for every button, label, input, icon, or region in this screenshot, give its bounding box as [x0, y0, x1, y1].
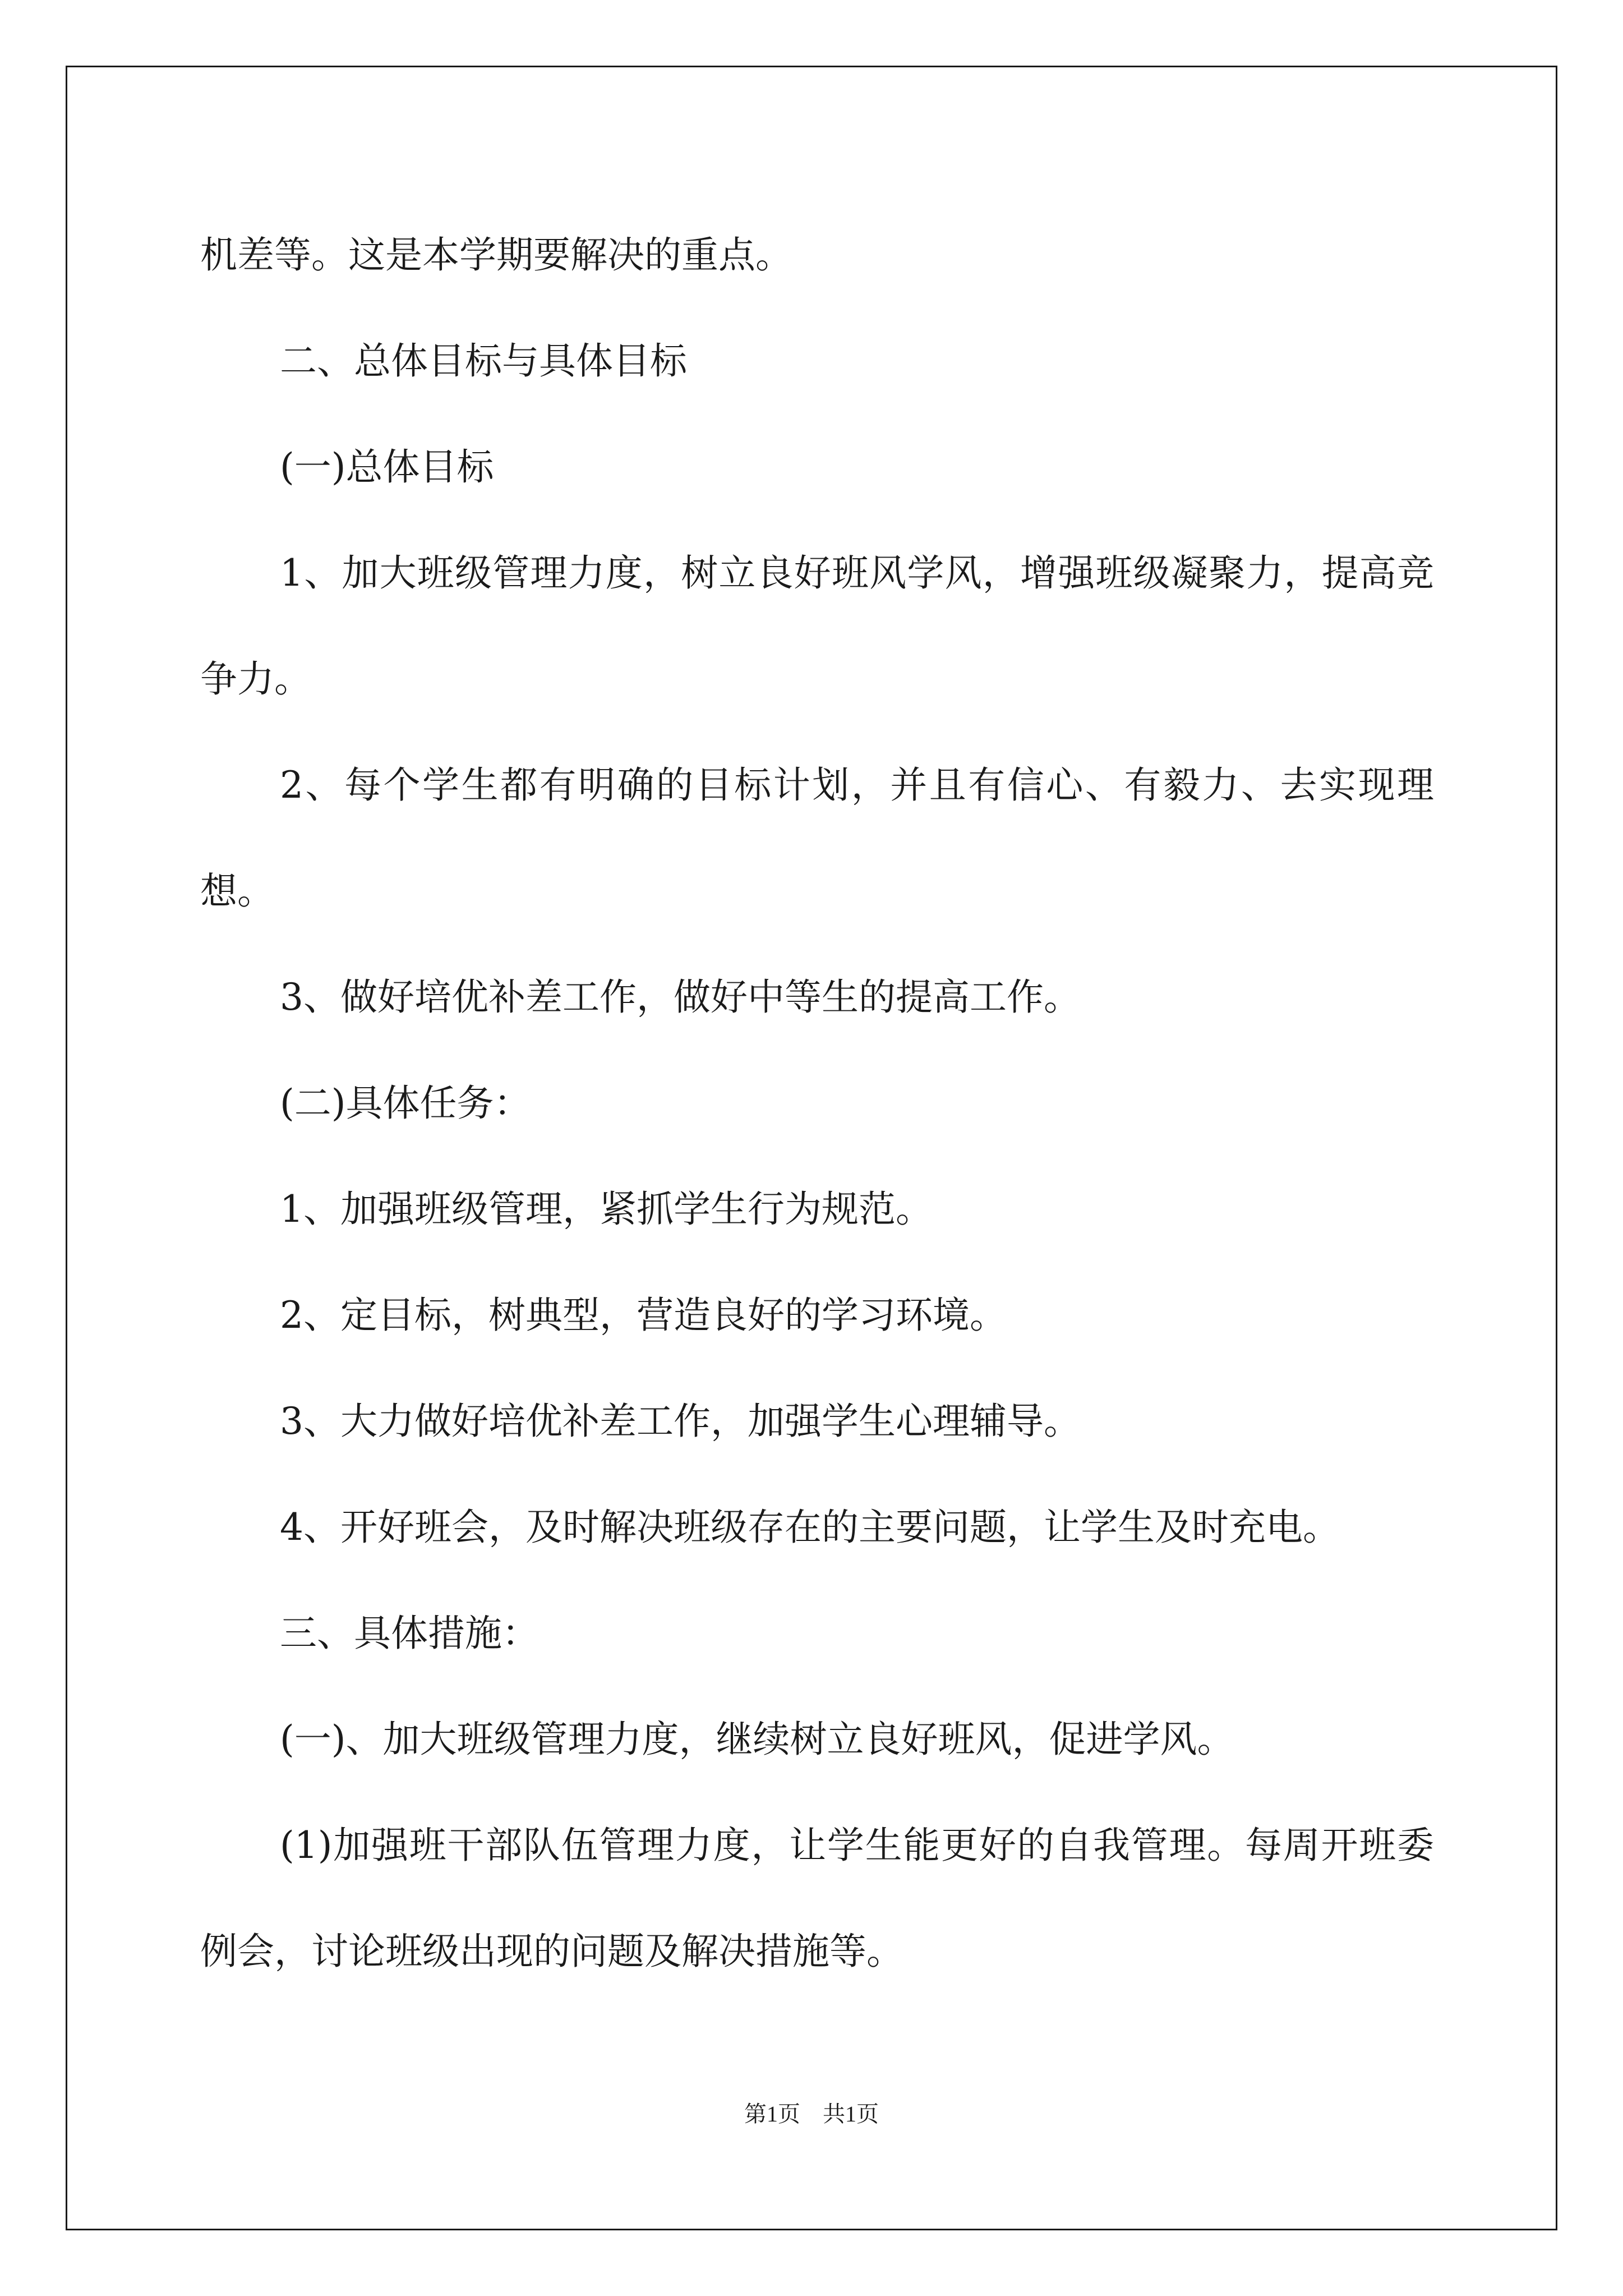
page-footer: 第1页 共1页 — [744, 2101, 879, 2127]
paragraph: 机差等。这是本学期要解决的重点。 — [200, 233, 792, 277]
list-item: 3、大力做好培优补差工作，加强学生心理辅导。 — [280, 1400, 1081, 1443]
subsection-heading: (二)具体任务： — [280, 1082, 531, 1125]
section-heading: 二、总体目标与具体目标 — [280, 339, 687, 383]
list-item: 3、做好培优补差工作，做好中等生的提高工作。 — [280, 976, 1081, 1019]
section-heading: 三、具体措施： — [280, 1612, 539, 1655]
list-item: (1)加强班干部队伍管理力度，让学生能更好的自我管理。每周开班委例会，讨论班级出现的问题及解决措施等。 — [200, 1824, 1434, 1973]
list-item: 2、每个学生都有明确的目标计划，并且有信心、有毅力、去实现理想。 — [200, 763, 1434, 913]
document-body — [200, 202, 1434, 2004]
subsection-heading: (一)、加大班级管理力度，继续树立良好班风，促进学风。 — [280, 1718, 1234, 1761]
list-item: 1、加强班级管理，紧抓学生行为规范。 — [280, 1188, 933, 1231]
subsection-heading: (一)总体目标 — [280, 445, 494, 489]
list-item: 2、定目标，树典型，营造良好的学习环境。 — [280, 1294, 1007, 1337]
list-item: 1、加大班级管理力度，树立良好班风学风，增强班级凝聚力，提高竞争力。 — [200, 551, 1434, 701]
list-item: 4、开好班会，及时解决班级存在的主要问题，让学生及时充电。 — [280, 1506, 1340, 1549]
